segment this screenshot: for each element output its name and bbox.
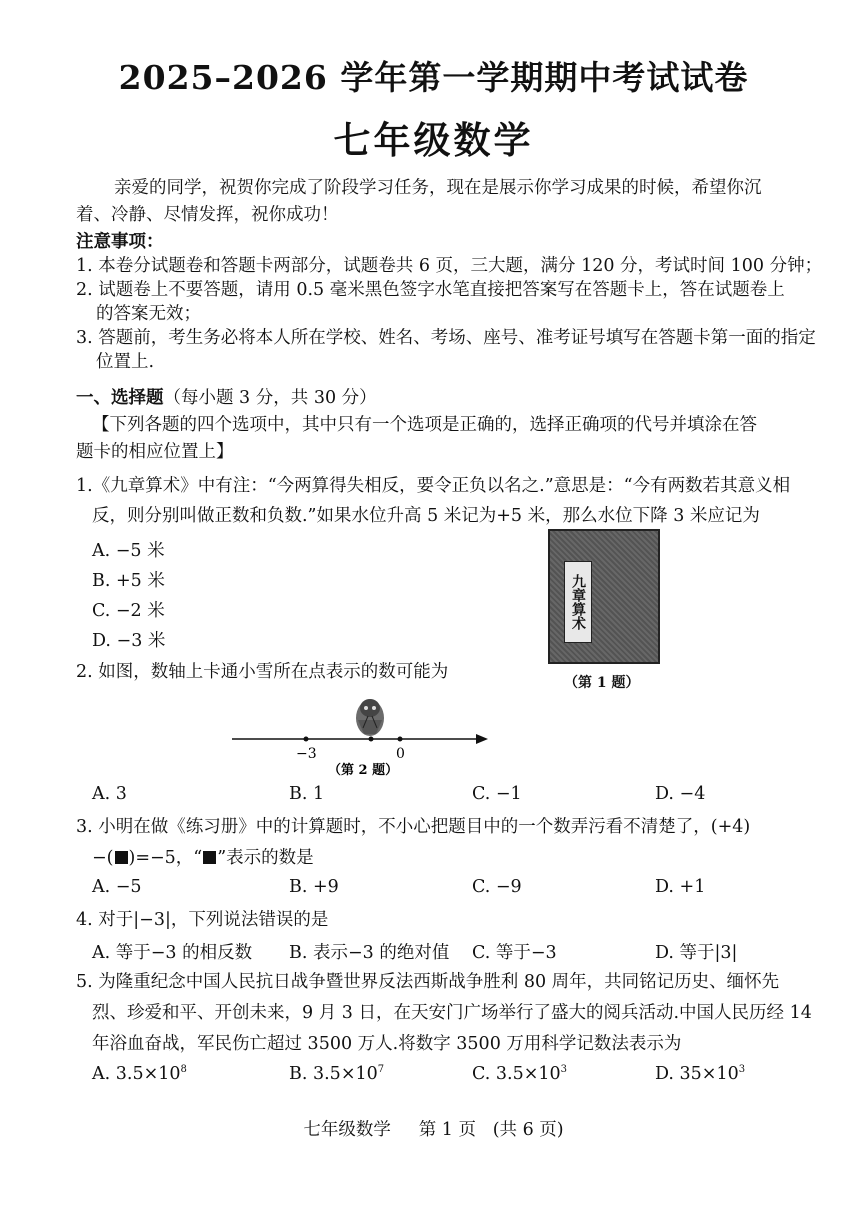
q5-option-a-exponent: 8	[180, 1064, 187, 1076]
q2-option-d: D. −4	[655, 784, 706, 804]
q2-option-b: B. 1	[289, 784, 325, 804]
q5-option-a	[92, 1064, 187, 1084]
section-1-title: 一、选择题	[76, 388, 164, 408]
tick-zero-point	[398, 737, 403, 742]
q5-option-c-base: C. 3.5×10	[472, 1064, 561, 1084]
page-footer	[0, 1116, 867, 1141]
q4-option-a: A. 等于−3 的相反数	[92, 943, 253, 963]
section-1-heading	[76, 386, 377, 410]
q3-text-part-2: )=−5，“	[128, 848, 203, 868]
q5-stem-line-3: 年浴血奋战，军民伤亡超过 3500 万人.将数字 3500 万用科学记数法表示为	[92, 1034, 682, 1054]
notes-heading: 注意事项：	[76, 232, 164, 252]
footer-subject: 七年级数学	[303, 1120, 391, 1140]
intro-line-1: 亲爱的同学，祝贺你完成了阶段学习任务，现在是展示你学习成果的时候，希望你沉	[114, 178, 762, 198]
q5-option-b	[289, 1064, 384, 1084]
book-cover-image	[548, 529, 660, 664]
section-1-score: （每小题 3 分，共 30 分）	[163, 388, 377, 408]
q1-option-b: B. +5 米	[92, 571, 165, 591]
q5-option-d-exponent: 3	[738, 1064, 746, 1076]
q5-option-b-exponent: 7	[377, 1064, 385, 1076]
q3-option-d: D. +1	[655, 877, 706, 897]
exam-title: 2025–2026 学年第一学期期中考试试卷	[118, 58, 749, 97]
q5-option-c	[472, 1064, 567, 1084]
note-3a: 3. 答题前，考生务必将本人所在学校、姓名、考场、座号、准考证号填写在答题卡第一面的指定	[76, 328, 816, 348]
q3-option-b: B. +9	[289, 877, 339, 897]
note-2a: 2. 试题卷上不要答题，请用 0.5 毫米黑色签字水笔直接把答案写在答题卡上，答在试题卷上	[76, 280, 785, 300]
q3-stem-line-2	[92, 846, 314, 870]
intro-line-2: 着、冷静、尽情发挥，祝你成功！	[76, 205, 339, 225]
book-cover-label: 九章算术	[564, 561, 592, 643]
q3-option-a: A. −5	[92, 877, 142, 897]
q3-text-part-3: ”表示的数是	[217, 848, 314, 868]
q5-option-d-base: D. 35×10	[655, 1064, 739, 1084]
q4-option-d: D. 等于|3|	[655, 943, 738, 963]
footer-page-number: 第 1 页	[418, 1120, 476, 1140]
q3-text-part-1: −(	[92, 848, 114, 868]
number-line-arrow	[476, 734, 488, 744]
footer-total-pages: (共 6 页)	[492, 1120, 564, 1140]
note-2b: 的答案无效；	[96, 304, 201, 324]
q5-stem-line-1: 5. 为隆重纪念中国人民抗日战争暨世界反法西斯战争胜利 80 周年，共同铭记历史、缅怀先	[76, 972, 780, 992]
number-line-figure	[230, 688, 492, 778]
q1-option-c: C. −2 米	[92, 601, 165, 621]
q1-stem-line-2: 反，则分别叫做正数和负数.”如果水位升高 5 米记为+5 米，那么水位下降 3 米应记为	[92, 506, 760, 526]
q4-option-c: C. 等于−3	[472, 943, 557, 963]
q1-option-d: D. −3 米	[92, 631, 166, 651]
q2-option-c: C. −1	[472, 784, 522, 804]
tick-label-zero: 0	[396, 746, 405, 762]
section-1-instruction-1: 【下列各题的四个选项中，其中只有一个选项是正确的，选择正确项的代号并填涂在答	[92, 415, 757, 435]
q3-stem-line-1: 3. 小明在做《练习册》中的计算题时，不小心把题目中的一个数弄污看不清楚了，(+4)	[76, 817, 751, 837]
q2-option-a: A. 3	[92, 784, 127, 804]
cartoon-xiaoxue-icon	[356, 699, 384, 736]
tick-minus3-point	[304, 737, 309, 742]
q1-figure-caption: （第 1 题）	[564, 675, 640, 691]
q2-figure-caption: （第 2 题）	[328, 763, 399, 778]
smudged-symbol-square	[203, 851, 216, 864]
q1-stem-line-1: 1.《九章算术》中有注：“今两算得失相反，要令正负以名之.”意思是：“今有两数若其意义相	[76, 476, 791, 496]
smudged-number-square	[115, 851, 128, 864]
q5-stem-line-2: 烈、珍爱和平、开创未来，9 月 3 日，在天安门广场举行了盛大的阅兵活动.中国人民历经 14	[92, 1003, 812, 1023]
q2-stem: 2. 如图，数轴上卡通小雪所在点表示的数可能为	[76, 662, 449, 682]
q1-option-a: A. −5 米	[92, 541, 165, 561]
q5-option-b-base: B. 3.5×10	[289, 1064, 378, 1084]
q5-option-d	[655, 1064, 745, 1084]
note-3b: 位置上.	[96, 352, 155, 372]
q5-option-a-base: A. 3.5×10	[92, 1064, 181, 1084]
section-1-instruction-2: 题卡的相应位置上】	[76, 442, 234, 462]
note-1: 1. 本卷分试题卷和答题卡两部分，试题卷共 6 页，三大题，满分 120 分，考试时间 100 分钟；	[76, 256, 823, 276]
tick-label-minus3: −3	[296, 746, 317, 762]
q3-option-c: C. −9	[472, 877, 522, 897]
xiaoxue-point	[369, 737, 374, 742]
exam-subtitle: 七年级数学	[333, 118, 534, 162]
q5-option-c-exponent: 3	[560, 1064, 568, 1076]
q4-option-b: B. 表示−3 的绝对值	[289, 943, 450, 963]
q4-stem: 4. 对于|−3|，下列说法错误的是	[76, 910, 329, 930]
